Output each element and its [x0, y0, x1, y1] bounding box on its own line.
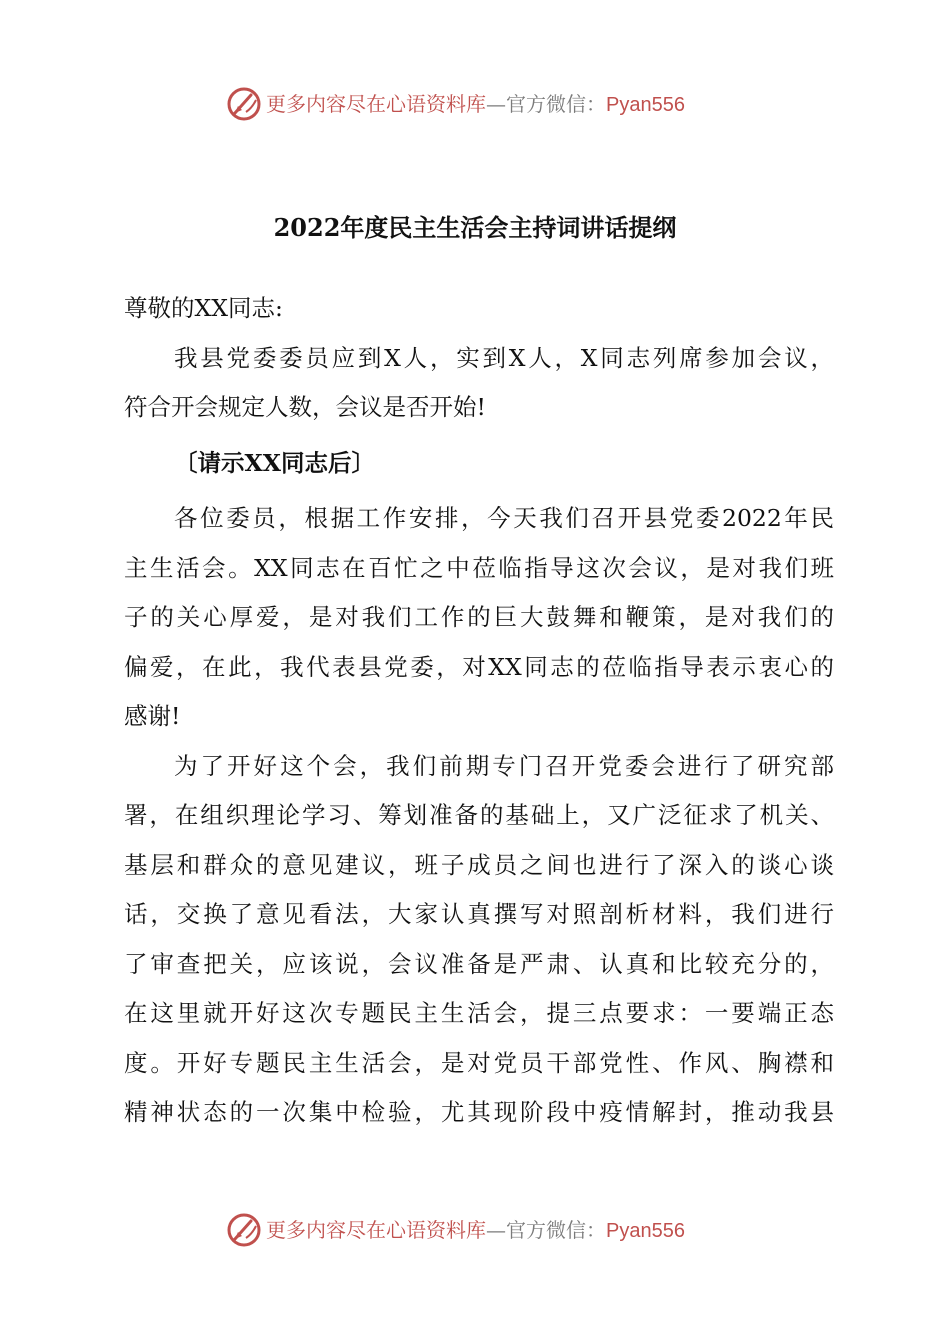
- paragraph-line: 感谢!: [124, 702, 181, 730]
- document-title: 2022年度民主生活会主持词讲话提纲: [273, 213, 677, 242]
- banner-text: [266, 90, 685, 119]
- header-banner: [0, 84, 950, 124]
- salutation: 尊敬的XX同志:: [124, 294, 283, 322]
- paragraph-line: 偏爱，在此，我代表县党委，对XX同志的莅临指导表示衷心的: [124, 652, 834, 681]
- paragraph-line: 我县党委委员应到X人，实到X人，X同志列席参加会议，: [174, 343, 834, 372]
- banner-text: [266, 1216, 685, 1245]
- banner-wechat-id: Pyan556: [606, 1220, 685, 1242]
- document-body: [124, 284, 834, 1138]
- stage-direction: 〔请示XX同志后〕: [174, 448, 375, 477]
- pen-logo-icon: [226, 86, 262, 122]
- paragraph-line: 子的关心厚爱，是对我们工作的巨大鼓舞和鞭策，是对我们的: [124, 603, 834, 631]
- paragraph-line: 精神状态的一次集中检验，尤其现阶段中疫情解封，推动我县: [124, 1098, 834, 1126]
- paragraph-line: 主生活会。XX同志在百忙之中莅临指导这次会议，是对我们班: [124, 553, 834, 582]
- paragraph-line: 署，在组织理论学习、筹划准备的基础上，又广泛征求了机关、: [124, 801, 834, 829]
- pen-logo-icon: [226, 1212, 262, 1248]
- banner-wechat-id: Pyan556: [606, 94, 685, 116]
- banner-brand: 更多内容尽在心语资料库: [266, 92, 486, 116]
- paragraph-line: 各位委员，根据工作安排，今天我们召开县党委2022年民: [174, 504, 834, 532]
- paragraph-line: 度。开好专题民主生活会，是对党员干部党性、作风、胸襟和: [124, 1048, 834, 1077]
- paragraph-line: 基层和群众的意见建议，班子成员之间也进行了深入的谈心谈: [124, 850, 834, 879]
- banner-dash: —: [486, 1218, 506, 1242]
- paragraph-line: 为了开好这个会，我们前期专门召开党委会进行了研究部: [174, 751, 834, 780]
- paragraph-line: 符合开会规定人数，会议是否开始!: [124, 393, 486, 421]
- footer-banner: [0, 1210, 950, 1250]
- banner-label: 官方微信：: [506, 92, 606, 116]
- banner-dash: —: [486, 92, 506, 116]
- banner-label: 官方微信：: [506, 1218, 606, 1242]
- paragraph-line: 了审查把关，应该说，会议准备是严肃、认真和比较充分的，: [124, 949, 834, 978]
- paragraph-line: 话，交换了意见看法，大家认真撰写对照剖析材料，我们进行: [124, 900, 834, 928]
- paragraph-line: 在这里就开好这次专题民主生活会，提三点要求：一要端正态: [124, 999, 834, 1027]
- banner-brand: 更多内容尽在心语资料库: [266, 1218, 486, 1242]
